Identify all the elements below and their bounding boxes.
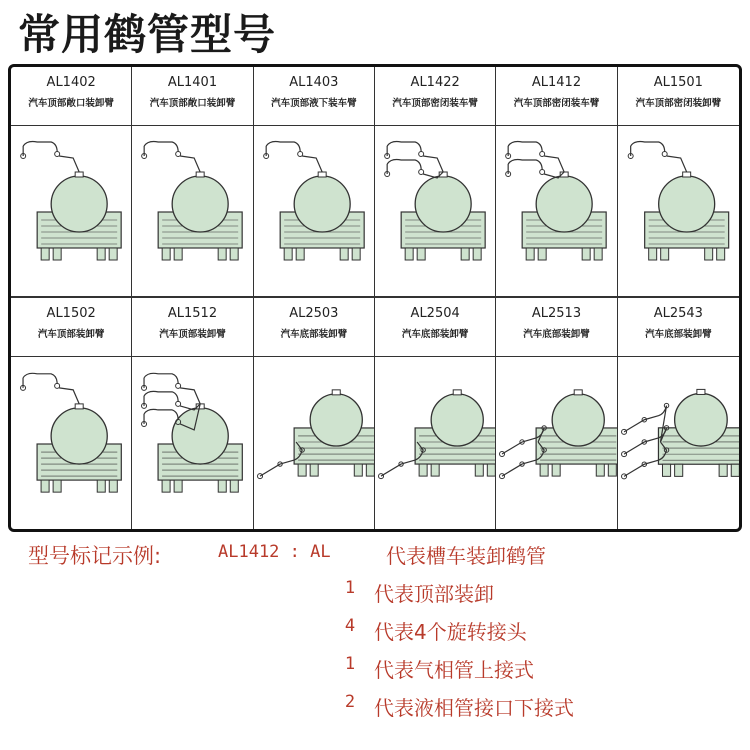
tanker-loading-arm-illustration xyxy=(132,126,252,296)
model-cell-header xyxy=(11,298,131,357)
tanker-loading-arm-illustration xyxy=(11,357,131,529)
model-code: AL2513 xyxy=(531,306,582,321)
model-board xyxy=(8,64,742,532)
tanker-loading-arm-illustration xyxy=(375,357,495,529)
model-cell xyxy=(496,67,617,298)
model-code: AL1402 xyxy=(46,75,96,90)
page-title: 常用鹤管型号 xyxy=(18,10,277,59)
model-cell-header xyxy=(496,67,616,126)
model-cell xyxy=(132,298,253,529)
model-description: 汽车顶部敞口装卸臂 xyxy=(28,98,114,109)
model-cell xyxy=(254,298,375,529)
model-code: AL1512 xyxy=(167,306,218,321)
example-text: 代表顶部装卸 xyxy=(374,582,494,606)
model-cell xyxy=(618,298,739,529)
model-cell xyxy=(375,67,496,298)
model-description: 汽车顶部敞口装卸臂 xyxy=(149,98,236,109)
example-text: 代表液相管接口下接式 xyxy=(374,696,574,720)
example-code: 1 xyxy=(344,578,356,598)
model-description: 汽车顶部密闭装车臂 xyxy=(513,98,600,109)
model-cell-header xyxy=(496,298,616,357)
model-cell xyxy=(618,67,739,298)
model-description: 汽车顶部液下装车臂 xyxy=(271,98,357,109)
model-cell-header xyxy=(11,67,131,126)
model-cell xyxy=(132,67,253,298)
model-description: 汽车顶部密闭装车臂 xyxy=(392,98,478,109)
example-code: 1 xyxy=(344,654,356,674)
model-cell-header xyxy=(254,298,374,357)
tanker-loading-arm-illustration xyxy=(496,126,616,296)
model-cell xyxy=(11,67,132,298)
model-code: AL2543 xyxy=(653,306,703,321)
model-description: 汽车底部装卸臂 xyxy=(280,329,348,340)
tanker-loading-arm-illustration xyxy=(375,126,495,296)
model-cell-header xyxy=(254,67,374,126)
model-cell xyxy=(11,298,132,529)
model-cell-header xyxy=(132,298,252,357)
model-description: 汽车底部装卸臂 xyxy=(523,329,590,340)
model-cell-header xyxy=(618,298,739,357)
example-code: 2 xyxy=(344,692,356,712)
model-code: AL1422 xyxy=(410,75,460,90)
example-text: 代表气相管上接式 xyxy=(374,658,534,682)
model-cell xyxy=(496,298,617,529)
model-description: 汽车顶部装卸臂 xyxy=(37,329,105,340)
model-code: AL1403 xyxy=(289,75,339,90)
model-code: AL1502 xyxy=(46,306,96,321)
model-cell-header xyxy=(375,67,495,126)
tanker-loading-arm-illustration xyxy=(11,126,131,296)
example-text: 代表4个旋转接头 xyxy=(374,620,527,644)
model-description: 汽车顶部装卸臂 xyxy=(159,329,226,340)
example-heading: 型号标记示例: xyxy=(28,544,162,568)
tanker-loading-arm-illustration xyxy=(254,357,374,529)
model-code: AL2504 xyxy=(410,306,460,321)
model-cell xyxy=(375,298,496,529)
tanker-loading-arm-illustration xyxy=(618,126,739,296)
model-description: 汽车底部装卸臂 xyxy=(645,329,712,340)
tanker-loading-arm-illustration xyxy=(254,126,374,296)
model-description: 汽车底部装卸臂 xyxy=(401,329,469,340)
model-cell-header xyxy=(618,67,739,126)
model-grid xyxy=(11,67,739,529)
model-cell-header xyxy=(375,298,495,357)
model-code: AL1501 xyxy=(653,75,703,90)
example-text: 代表槽车装卸鹤管 xyxy=(386,544,546,568)
example-model: AL1412 : AL xyxy=(218,542,331,562)
model-code: AL2503 xyxy=(289,306,339,321)
model-cell xyxy=(254,67,375,298)
tanker-loading-arm-illustration xyxy=(132,357,252,529)
model-code: AL1401 xyxy=(167,75,218,90)
model-code: AL1412 xyxy=(531,75,582,90)
example-code: 4 xyxy=(344,616,356,636)
tanker-loading-arm-illustration xyxy=(618,357,739,529)
model-cell-header xyxy=(132,67,252,126)
model-description: 汽车顶部密闭装卸臂 xyxy=(635,98,722,109)
tanker-loading-arm-illustration xyxy=(496,357,616,529)
